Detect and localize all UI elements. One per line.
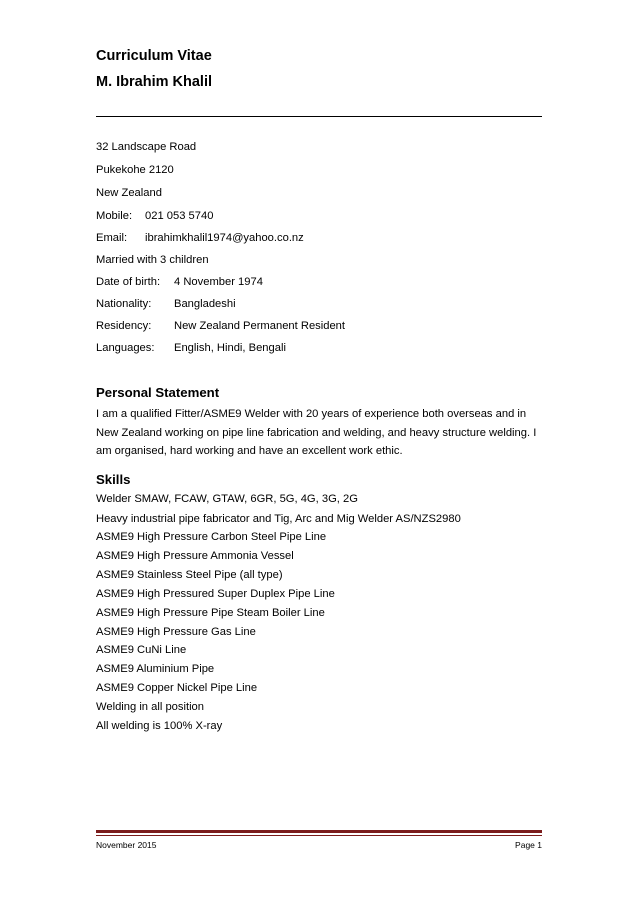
skill-item: All welding is 100% X-ray: [96, 720, 223, 732]
mobile-value: 021 053 5740: [145, 210, 214, 222]
skill-item: ASME9 Stainless Steel Pipe (all type): [96, 569, 283, 581]
languages-row: [96, 341, 286, 355]
skill-item: ASME9 Copper Nickel Pipe Line: [96, 682, 258, 694]
email-row: [96, 231, 304, 245]
dob-row: [96, 275, 263, 289]
footer-divider-thin: [96, 835, 542, 836]
languages-value: English, Hindi, Bengali: [174, 342, 286, 354]
header-divider: [96, 116, 542, 117]
address-line-2: Pukekohe 2120: [96, 164, 174, 176]
family-status: Married with 3 children: [96, 254, 209, 266]
skill-item: ASME9 High Pressure Carbon Steel Pipe Line: [96, 531, 327, 543]
residency-row: [96, 319, 345, 333]
dob-value: 4 November 1974: [174, 276, 263, 288]
footer-divider-thick: [96, 830, 542, 833]
skill-item: Welder SMAW, FCAW, GTAW, 6GR, 5G, 4G, 3G, 2G: [96, 493, 358, 505]
nationality-label: Nationality:: [96, 298, 152, 310]
skill-item: ASME9 High Pressure Ammonia Vessel: [96, 550, 294, 562]
email-label: Email:: [96, 232, 128, 244]
residency-value: New Zealand Permanent Resident: [174, 320, 346, 332]
email-value: ibrahimkhalil1974@yahoo.co.nz: [145, 232, 304, 244]
candidate-name: M. Ibrahim Khalil: [96, 74, 213, 90]
skill-item: ASME9 CuNi Line: [96, 644, 187, 656]
skill-item: ASME9 Aluminium Pipe: [96, 663, 215, 675]
skill-item: Welding in all position: [96, 701, 205, 713]
personal-statement-heading: Personal Statement: [96, 385, 220, 400]
dob-label: Date of birth:: [96, 276, 161, 288]
skills-heading: Skills: [96, 472, 131, 487]
skill-item: ASME9 High Pressure Pipe Steam Boiler Line: [96, 607, 325, 619]
footer-date: November 2015: [96, 840, 157, 850]
skill-item: Heavy industrial pipe fabricator and Tig, Arc and Mig Welder AS/NZS2980: [96, 513, 461, 525]
skill-item: ASME9 High Pressure Gas Line: [96, 626, 256, 638]
mobile-label: Mobile:: [96, 210, 133, 222]
nationality-row: [96, 297, 236, 311]
document-title: Curriculum Vitae: [96, 48, 212, 64]
personal-statement-text: I am a qualified Fitter/ASME9 Welder with 20 years of experience both overseas and in New Zealand working on pipe line fabrication and welding, and heavy structure welding. I am organised, hard working and have an excellent work ethic.: [96, 408, 537, 457]
address-line-1: 32 Landscape Road: [96, 141, 197, 153]
footer-page-number: Page 1: [515, 840, 542, 850]
languages-label: Languages:: [96, 342, 155, 354]
address-line-3: New Zealand: [96, 187, 162, 199]
skill-item: ASME9 High Pressured Super Duplex Pipe Line: [96, 588, 335, 600]
nationality-value: Bangladeshi: [174, 298, 236, 310]
residency-label: Residency:: [96, 320, 152, 332]
mobile-row: [96, 209, 213, 223]
